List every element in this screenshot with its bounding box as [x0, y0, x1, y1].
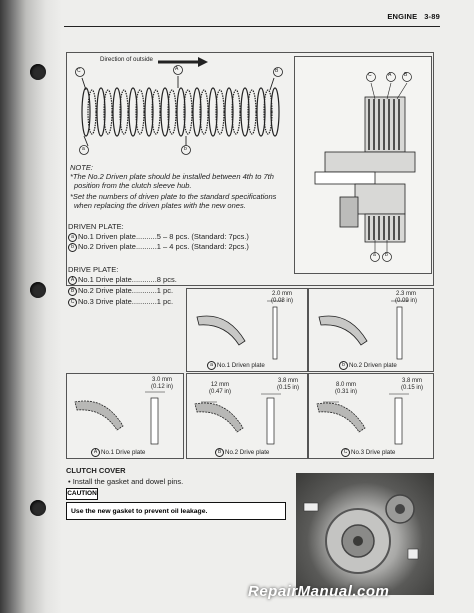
cross-callout-b: B [404, 72, 408, 78]
binder-hole [30, 282, 46, 298]
figure-no1-driven-plate [186, 288, 308, 372]
cross-callout-c: C [368, 72, 372, 78]
engine-photo-drawing [296, 473, 434, 595]
driven-plate-title: DRIVEN PLATE: [68, 222, 124, 231]
drive-plate-title: DRIVE PLATE: [68, 265, 119, 274]
callout-b: B [275, 68, 279, 74]
clutch-cover-photo [296, 473, 434, 595]
page-binding-shadow [0, 0, 62, 613]
figure-no3-drive-plate [308, 373, 434, 459]
callout-lower-a: a [82, 146, 85, 152]
callout-lower-b: b [184, 146, 187, 152]
binder-hole [30, 64, 46, 80]
cross-callout-lower-a: a [373, 252, 376, 258]
clutch-plates-exploded-diagram [68, 54, 290, 160]
dimension-label: 3.8 mm (0.15 in) [401, 378, 424, 391]
binder-hole [30, 500, 46, 516]
figure-caption: b No.2 Driven plate [339, 361, 397, 370]
direction-of-outside-label: Direction of outside [100, 56, 153, 63]
cross-section-drawing [295, 57, 431, 273]
figure-no1-drive-plate [66, 373, 184, 459]
note-line: when replacing the driven plates with the new ones. [74, 201, 246, 210]
figure-no2-driven-plate [308, 288, 434, 372]
caution-label: CAUTION [66, 488, 98, 500]
driven-plate-item: a No.1 Driven plate..........5 – 8 pcs. (Standard: 7pcs.) [68, 232, 249, 242]
figure-caption: a No.1 Driven plate [207, 361, 265, 370]
dimension-label: 3.0 mm (0.12 in) [151, 377, 174, 390]
drive-plate-item: B No.2 Drive plate............1 pc. [68, 286, 173, 296]
clutch-cross-section-diagram [294, 56, 432, 274]
cross-callout-a: A [388, 72, 392, 78]
caution-text: Use the new gasket to prevent oil leakage. [66, 502, 286, 520]
note-line: position from the clutch sleeve hub. [74, 181, 192, 190]
clutch-cover-instruction: • Install the gasket and dowel pins. [68, 477, 184, 486]
drive-plate-item: A No.1 Drive plate............8 pcs. [68, 275, 177, 285]
figure-caption: A No.1 Drive plate [91, 448, 145, 457]
dimension-label: 2.0 mm (0.08 in) [271, 291, 294, 304]
figure-no2-drive-plate [186, 373, 308, 459]
dimension-label: 3.8 mm (0.15 in) [277, 378, 300, 391]
watermark: RepairManual.com [248, 583, 390, 600]
drive-plate-item: C No.3 Drive plate............1 pc. [68, 297, 173, 307]
driven-plate-item: b No.2 Driven plate..........1 – 4 pcs. (Standard: 2pcs.) [68, 242, 249, 252]
page-header [64, 10, 440, 27]
note-line: *Set the numbers of driven plate to the standard specifications [70, 192, 277, 201]
callout-c: C [77, 68, 81, 74]
dimension-label: 12 mm (0.47 in) [209, 382, 232, 395]
clutch-cover-heading: CLUTCH COVER [66, 466, 126, 475]
dimension-label: 8.0 mm (0.31 in) [335, 382, 358, 395]
cross-callout-lower-b: b [385, 252, 388, 258]
note-line: *The No.2 Driven plate should be installed between 4th to 7th [70, 172, 274, 181]
figure-caption: B No.2 Drive plate [215, 448, 269, 457]
section-title: ENGINE 3-89 [387, 12, 440, 21]
note-title: NOTE: [70, 163, 93, 172]
callout-a: A [175, 66, 179, 72]
figure-caption: C No.3 Drive plate [341, 448, 395, 457]
dimension-label: 2.3 mm (0.09 in) [395, 291, 418, 304]
